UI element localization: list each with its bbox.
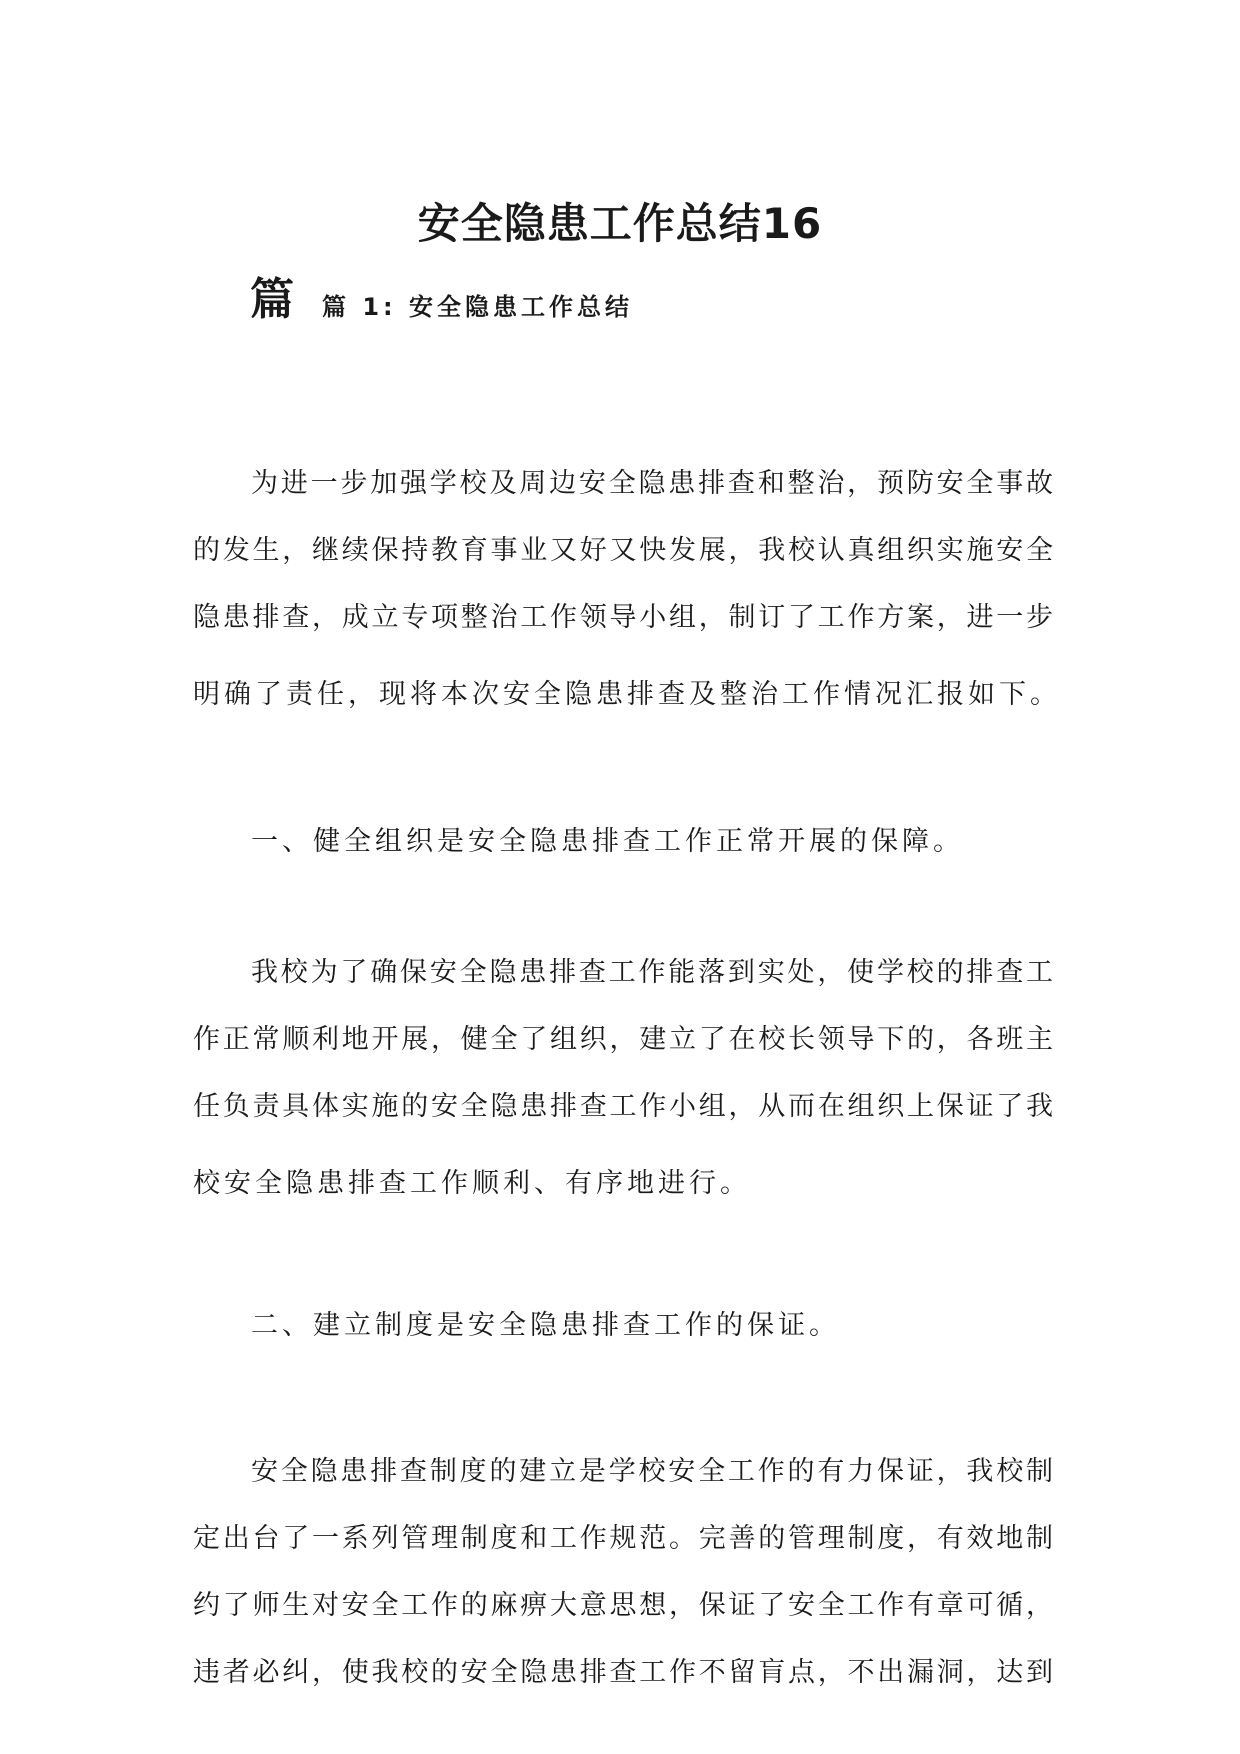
paragraph-line: 定出台了一系列管理制度和工作规范。完善的管理制度，有效地制 bbox=[193, 1523, 1053, 1554]
paragraph-line: 违者必纠，使我校的安全隐患排查工作不留肓点，不出漏洞，达到 bbox=[193, 1657, 1053, 1688]
paragraph-line: 作正常顺利地开展，健全了组织，建立了在校长领导下的，各班主 bbox=[193, 1024, 1053, 1055]
paragraph-line: 约了师生对安全工作的麻痹大意思想，保证了安全工作有章可循， bbox=[193, 1590, 1053, 1621]
paragraph-line: 为进一步加强学校及周边安全隐患排查和整治，预防安全事故 bbox=[251, 468, 1053, 499]
paragraph-line: 的发生，继续保持教育事业又好又快发展，我校认真组织实施安全 bbox=[193, 535, 1053, 566]
document-title-continuation: 篇 bbox=[250, 274, 294, 325]
document-title: 安全隐患工作总结16 bbox=[417, 199, 823, 248]
document-subtitle: 篇 1: 安全隐患工作总结 bbox=[322, 293, 634, 321]
section-heading: 一、健全组织是安全隐患排查工作正常开展的保障。 bbox=[251, 826, 964, 857]
paragraph-line: 隐患排查，成立专项整治工作领导小组，制订了工作方案，进一步 bbox=[193, 602, 1053, 633]
paragraph-line: 明确了责任，现将本次安全隐患排查及整治工作情况汇报如下。 bbox=[193, 679, 1061, 710]
paragraph-line: 任负责具体实施的安全隐患排查工作小组，从而在组织上保证了我 bbox=[193, 1091, 1053, 1122]
paragraph-line: 我校为了确保安全隐患排查工作能落到实处，使学校的排查工 bbox=[251, 957, 1053, 988]
paragraph-line: 校安全隐患排查工作顺利、有序地进行。 bbox=[193, 1168, 751, 1199]
section-heading: 二、建立制度是安全隐患排查工作的保证。 bbox=[251, 1310, 840, 1341]
paragraph-line: 安全隐患排查制度的建立是学校安全工作的有力保证，我校制 bbox=[251, 1456, 1053, 1487]
